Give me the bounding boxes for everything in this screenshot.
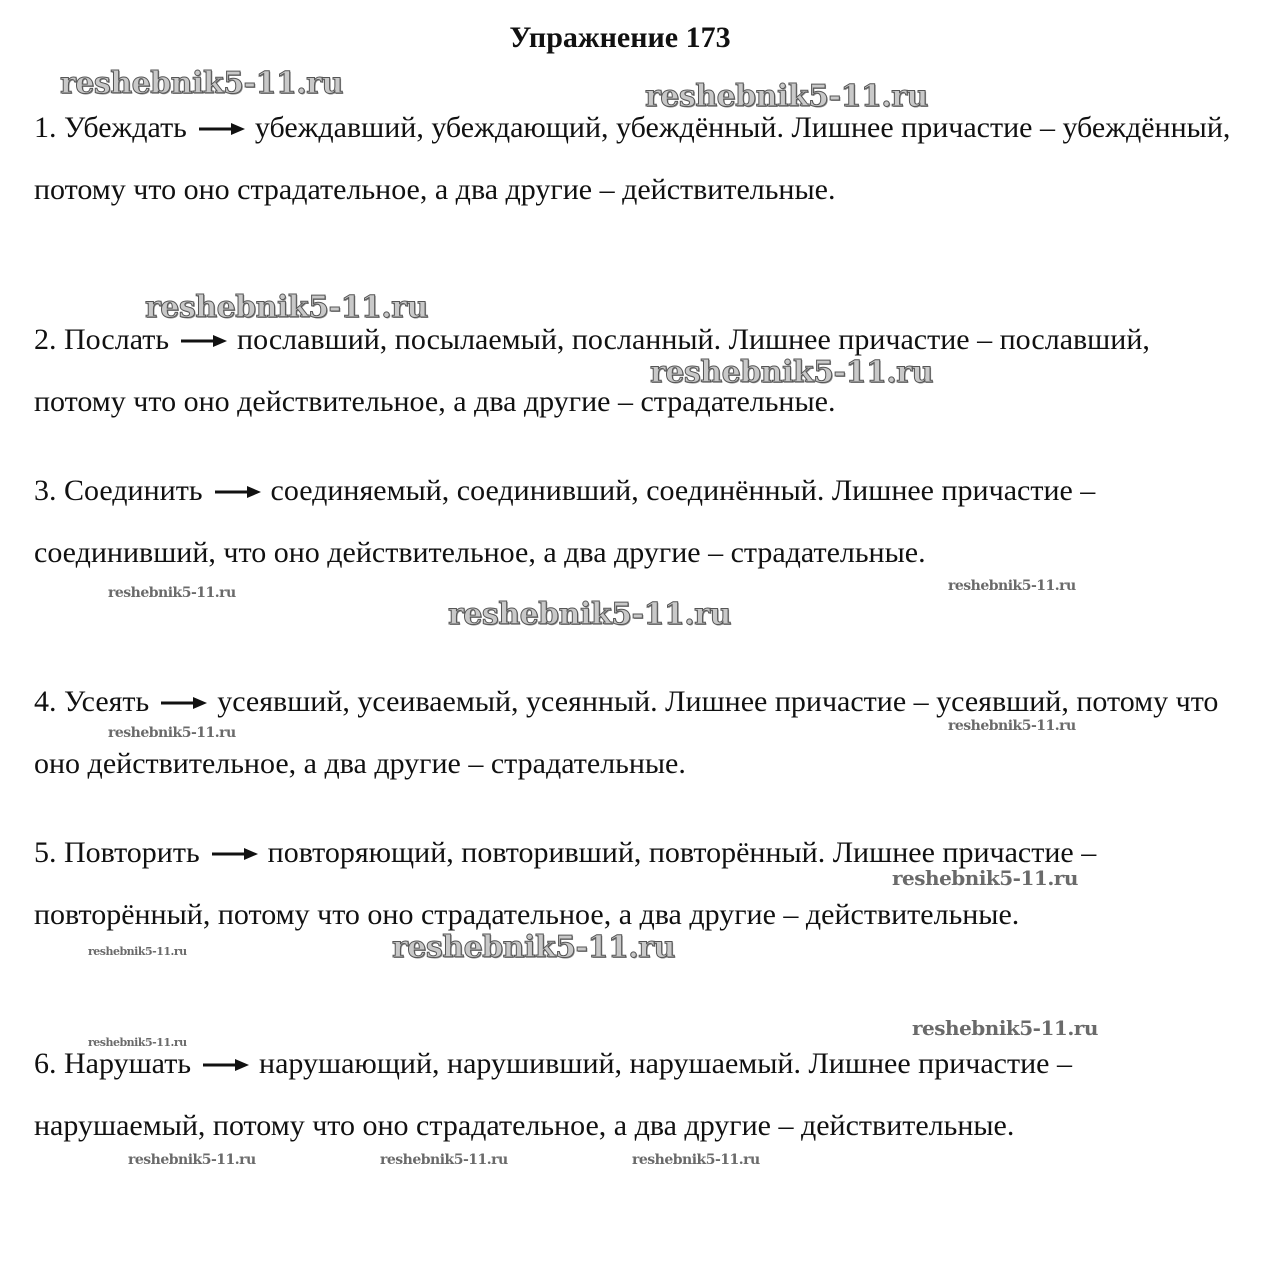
item-text: повторяющий, повторивший, повторённый. Лишнее причастие – повторённый, потому что оно страдательное, а два другие – действительные. bbox=[34, 836, 1097, 932]
watermark: reshebnik5-11.ru bbox=[145, 290, 428, 325]
right-arrow-icon bbox=[161, 671, 207, 732]
answer-item-2 bbox=[34, 310, 1234, 433]
watermark: reshebnik5-11.ru bbox=[650, 355, 933, 390]
answer-item-3 bbox=[34, 461, 1234, 584]
answer-item-6 bbox=[34, 1034, 1234, 1157]
item-text: пославший, посылаемый, посланный. Лишнее причастие – пославший, потому что оно действительное, а два другие – страдательные. bbox=[34, 323, 1150, 419]
watermark: reshebnik5-11.ru bbox=[448, 597, 731, 632]
watermark: reshebnik5-11.ru bbox=[948, 578, 1076, 594]
watermark: reshebnik5-11.ru bbox=[88, 1036, 187, 1049]
watermark: reshebnik5-11.ru bbox=[645, 79, 928, 114]
page-title: Упражнение 173 bbox=[509, 21, 731, 54]
item-text: усеявший, усеиваемый, усеянный. Лишнее причастие – усеявший, потому что оно действительное, а два другие – страдательные. bbox=[34, 685, 1219, 781]
right-arrow-icon bbox=[203, 1033, 249, 1094]
right-arrow-icon bbox=[215, 460, 261, 521]
right-arrow-icon bbox=[212, 822, 258, 883]
watermark: reshebnik5-11.ru bbox=[632, 1152, 760, 1168]
item-verb: 2. Послать bbox=[34, 323, 170, 356]
item-text: убеждавший, убеждающий, убеждённый. Лишнее причастие – убеждённый, потому что оно страдательное, а два другие – действительные. bbox=[34, 111, 1231, 207]
watermark: reshebnik5-11.ru bbox=[948, 718, 1076, 734]
item-text: соединяемый, соединивший, соединённый. Лишнее причастие – соединивший, что оно действительное, а два другие – страдательные. bbox=[34, 474, 1096, 570]
watermark: reshebnik5-11.ru bbox=[380, 1152, 508, 1168]
watermark: reshebnik5-11.ru bbox=[892, 866, 1078, 890]
watermark: reshebnik5-11.ru bbox=[128, 1152, 256, 1168]
item-verb: 6. Нарушать bbox=[34, 1047, 192, 1080]
item-verb: 5. Повторить bbox=[34, 836, 200, 869]
item-verb: 3. Соединить bbox=[34, 474, 203, 507]
watermark: reshebnik5-11.ru bbox=[88, 945, 187, 958]
watermark: reshebnik5-11.ru bbox=[108, 725, 236, 741]
right-arrow-icon bbox=[199, 97, 245, 158]
watermark: reshebnik5-11.ru bbox=[912, 1016, 1098, 1040]
watermark: reshebnik5-11.ru bbox=[108, 585, 236, 601]
item-verb: 1. Убеждать bbox=[34, 111, 187, 144]
watermark: reshebnik5-11.ru bbox=[392, 930, 675, 965]
watermark: reshebnik5-11.ru bbox=[60, 66, 343, 101]
item-text: нарушающий, нарушивший, нарушаемый. Лишнее причастие – нарушаемый, потому что оно страдательное, а два другие – действительные. bbox=[34, 1047, 1072, 1143]
answer-item-1 bbox=[34, 98, 1234, 221]
item-verb: 4. Усеять bbox=[34, 685, 150, 718]
